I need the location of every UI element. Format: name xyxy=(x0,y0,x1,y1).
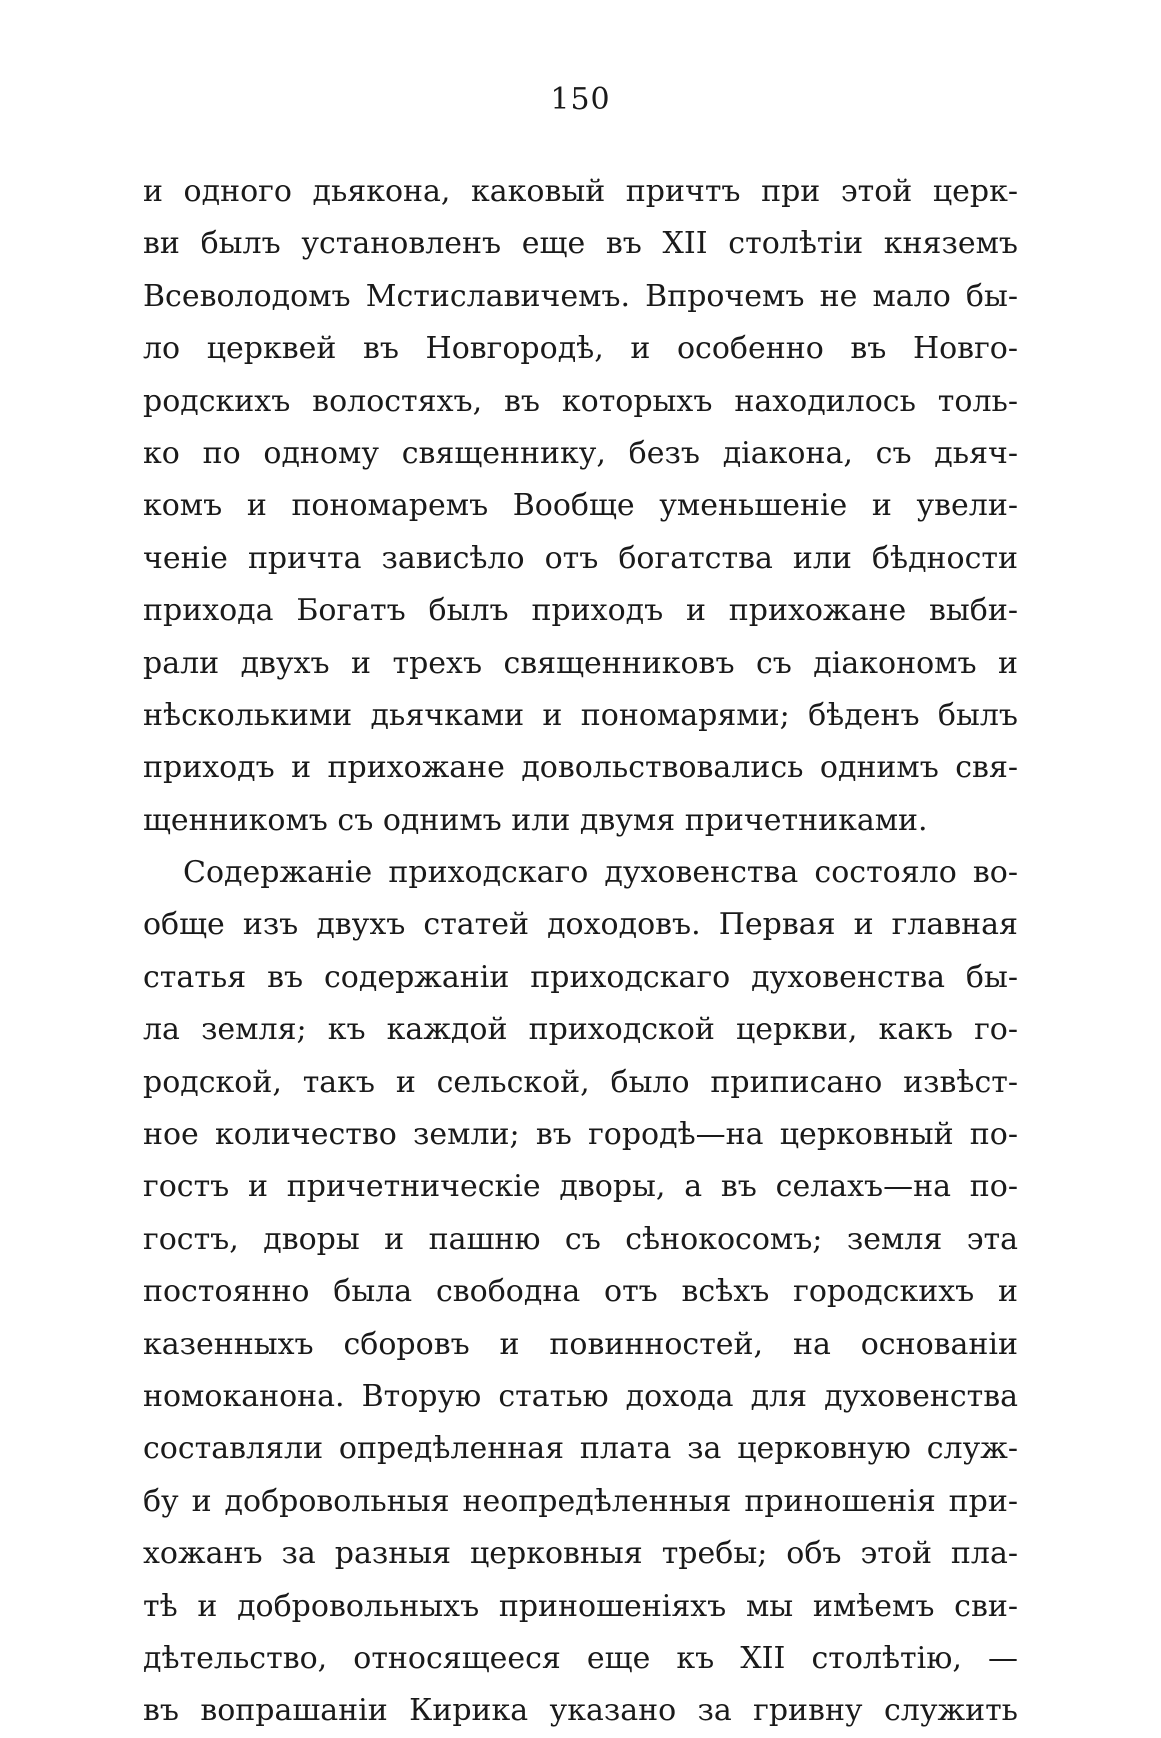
text-line: статья въ содержаніи приходскаго духовенства бы- xyxy=(143,959,1018,995)
text-line: дѣтельство, относящееся еще къ XII столѣтію, — xyxy=(143,1640,1018,1676)
text-line: Всеволодомъ Мстиславичемъ. Впрочемъ не мало бы- xyxy=(143,278,1018,314)
text-line: ченіе причта зависѣло отъ богатства или бѣдности xyxy=(143,540,1018,576)
text-line: тѣ и добровольныхъ приношеніяхъ мы имѣемъ сви- xyxy=(143,1588,1018,1624)
text-line: щенникомъ съ однимъ или двумя причетниками. xyxy=(143,802,928,838)
text-line: постоянно была свободна отъ всѣхъ городскихъ и xyxy=(143,1274,1018,1310)
text-line: Содержаніе приходскаго духовенства состояло во- xyxy=(183,855,1018,891)
text-line: гостъ и причетническіе дворы, а въ селахъ—на по- xyxy=(143,1169,1018,1205)
text-line: казенныхъ сборовъ и повинностей, на основаніи xyxy=(143,1326,1018,1362)
text-line: номоканона. Вторую статью дохода для духовенства xyxy=(143,1378,1018,1414)
text-line: родской, такъ и сельской, было приписано извѣст- xyxy=(143,1064,1018,1100)
text-line: ви былъ установленъ еще въ XII столѣтіи княземъ xyxy=(143,226,1018,262)
paragraph-2 xyxy=(143,847,1018,1738)
text-line: приходъ и прихожане довольствовались однимъ свя- xyxy=(143,750,1018,786)
text-line: нѣсколькими дьячками и пономарями; бѣденъ былъ xyxy=(143,697,1018,733)
text-line: хожанъ за разныя церковныя требы; объ этой пла- xyxy=(143,1536,1018,1572)
paragraph-1 xyxy=(143,166,1018,847)
text-line: въ вопрашаніи Кирика указано за гривну служить xyxy=(143,1693,1018,1729)
text-line: и одного дьякона, каковый причтъ при этой церк- xyxy=(143,174,1018,209)
text-line: составляли опредѣленная плата за церковную служ- xyxy=(143,1431,1018,1467)
text-line: гостъ, дворы и пашню съ сѣнокосомъ; земля эта xyxy=(143,1221,1018,1257)
text-line: комъ и пономаремъ Вообще уменьшеніе и увели- xyxy=(143,488,1018,524)
text-line: бу и добровольныя неопредѣленныя приношенія при- xyxy=(143,1483,1018,1519)
text-line: родскихъ волостяхъ, въ которыхъ находилось толь- xyxy=(143,383,1018,419)
text-line: рали двухъ и трехъ священниковъ съ діакономъ и xyxy=(143,645,1018,681)
text-line: обще изъ двухъ статей доходовъ. Первая и главная xyxy=(143,907,1018,943)
text-line: ла земля; къ каждой приходской церкви, какъ го- xyxy=(143,1012,1018,1048)
text-line: прихода Богатъ былъ приходъ и прихожане выби- xyxy=(143,593,1018,629)
text-line: ло церквей въ Новгородѣ, и особенно въ Новго- xyxy=(143,331,1018,367)
page-number: 150 xyxy=(550,82,611,117)
body-text xyxy=(143,166,1018,1738)
text-line: ное количество земли; въ городѣ—на церковный по- xyxy=(143,1117,1018,1153)
text-line: ко по одному священнику, безъ діакона, съ дьяч- xyxy=(143,435,1018,471)
